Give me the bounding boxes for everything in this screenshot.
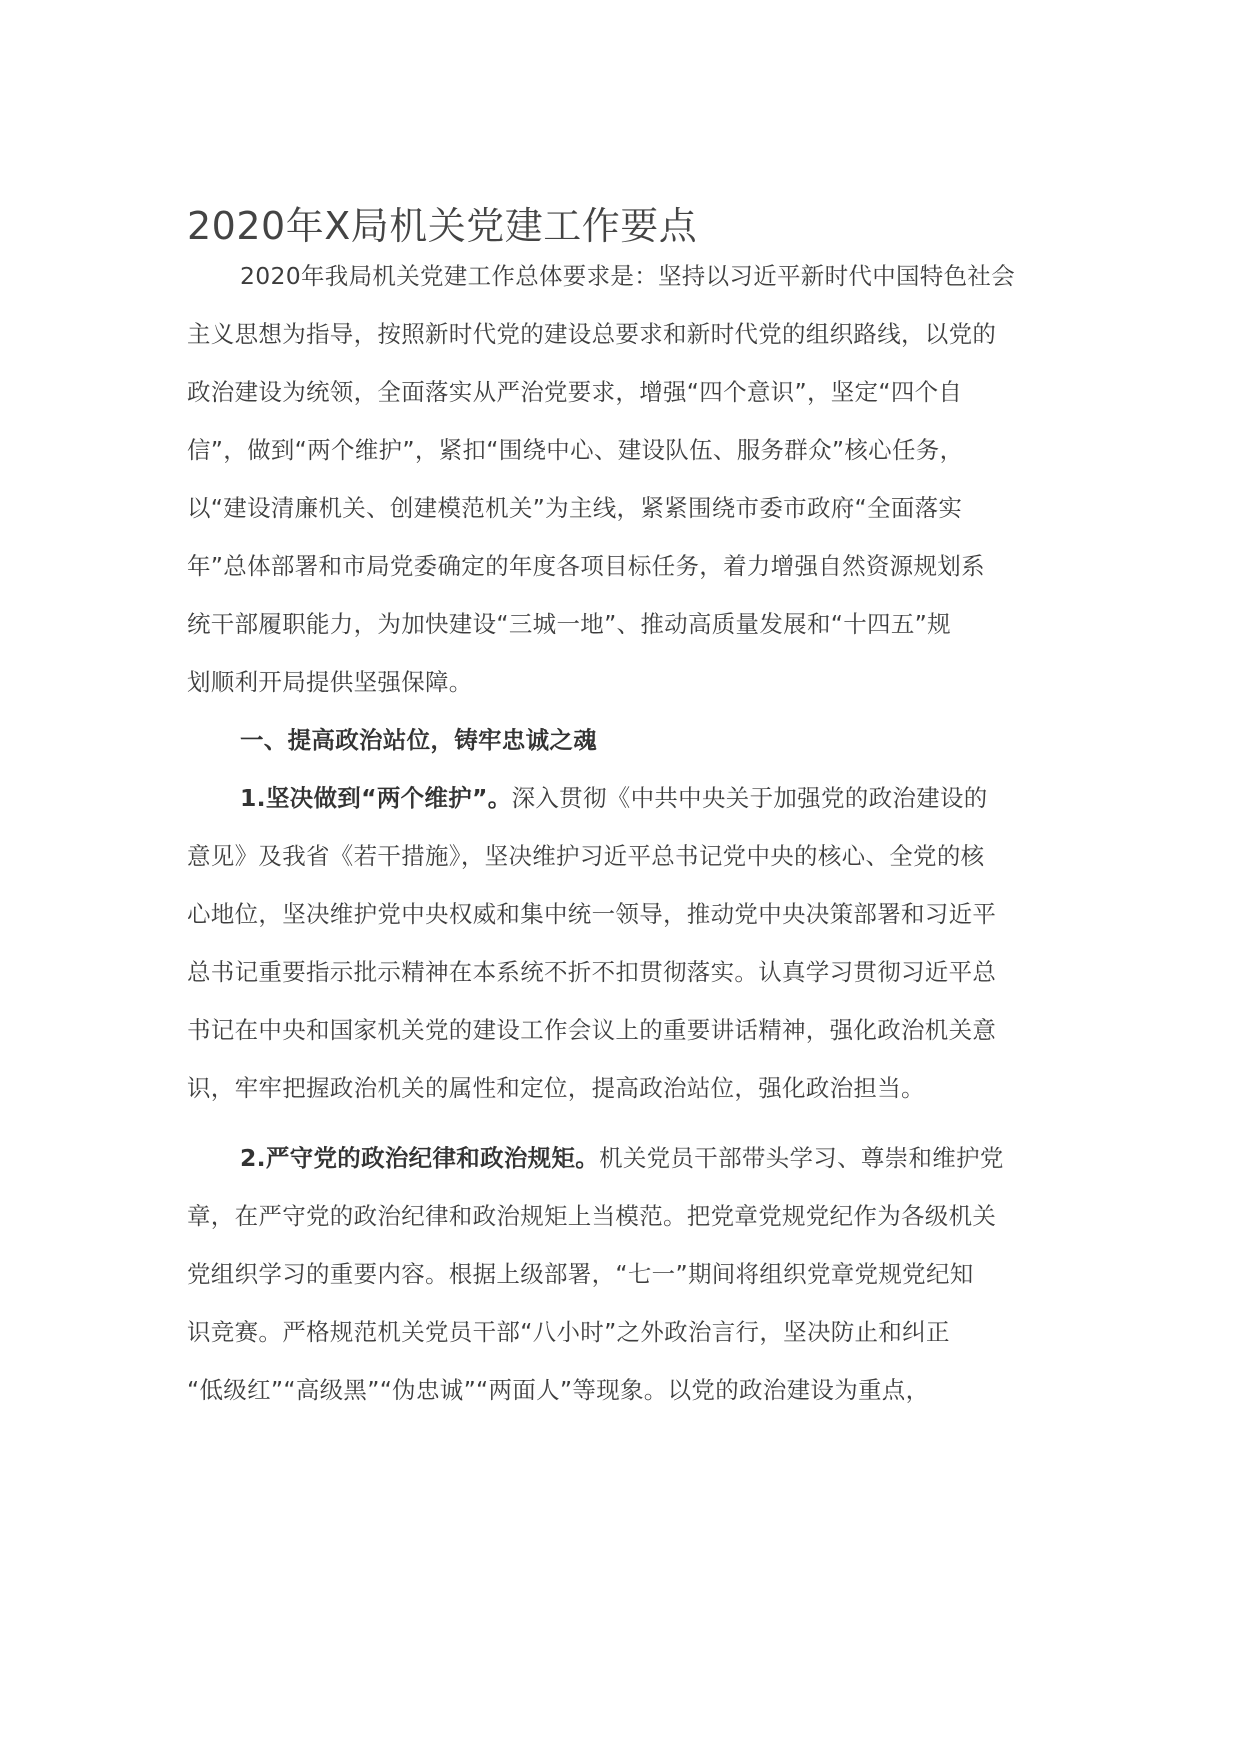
intro-line: 2020年我局机关党建工作总体要求是：坚持以习近平新时代中国特色社会	[240, 262, 1016, 290]
intro-line: 统干部履职能力，为加快建设“三城一地”、推动高质量发展和“十四五”规	[187, 610, 951, 638]
section-heading: 一、提高政治站位，铸牢忠诚之魂	[240, 726, 597, 754]
item-1-lead: 1.坚决做到“两个维护”。	[240, 784, 512, 812]
item-1-line: 意见》及我省《若干措施》，坚决维护习近平总书记党中央的核心、全党的核	[187, 842, 985, 870]
item-1-line: 总书记重要指示批示精神在本系统不折不扣贯彻落实。认真学习贯彻习近平总	[187, 958, 997, 986]
item-2-first-line	[240, 1142, 1120, 1174]
item-2-lead: 2.严守党的政治纪律和政治规矩。	[240, 1144, 600, 1172]
item-1-line: 识，牢牢把握政治机关的属性和定位，提高政治站位，强化政治担当。	[187, 1074, 925, 1102]
intro-line: 主义思想为指导，按照新时代党的建设总要求和新时代党的组织路线，以党的	[187, 320, 997, 348]
item-2-line: 识竞赛。严格规范机关党员干部“八小时”之外政治言行，坚决防止和纠正	[187, 1318, 950, 1346]
intro-line: 政治建设为统领，全面落实从严治党要求，增强“四个意识”，坚定“四个自	[187, 378, 963, 406]
item-1-text: 深入贯彻《中共中央关于加强党的政治建设的	[511, 784, 988, 812]
item-1-line: 心地位，坚决维护党中央权威和集中统一领导，推动党中央决策部署和习近平	[187, 900, 997, 928]
item-1-line: 书记在中央和国家机关党的建设工作会议上的重要讲话精神，强化政治机关意	[187, 1016, 997, 1044]
item-2-text: 机关党员干部带头学习、尊崇和维护党	[599, 1144, 1004, 1172]
intro-line: 以“建设清廉机关、创建模范机关”为主线，紧紧围绕市委市政府“全面落实	[187, 494, 963, 522]
document-title: 2020年X局机关党建工作要点	[187, 204, 698, 248]
intro-line: 划顺利开局提供坚强保障。	[187, 668, 473, 696]
item-2-line: 章，在严守党的政治纪律和政治规矩上当模范。把党章党规党纪作为各级机关	[187, 1202, 997, 1230]
item-2-line: 党组织学习的重要内容。根据上级部署，“七一”期间将组织党章党规党纪知	[187, 1260, 974, 1288]
item-1-first-line	[240, 782, 1120, 814]
intro-line: 年”总体部署和市局党委确定的年度各项目标任务，着力增强自然资源规划系	[187, 552, 985, 580]
intro-line: 信”，做到“两个维护”，紧扣“围绕中心、建设队伍、服务群众”核心任务，	[187, 436, 964, 464]
item-2-line: “低级红”“高级黑”“伪忠诚”“两面人”等现象。以党的政治建设为重点，	[187, 1376, 930, 1404]
